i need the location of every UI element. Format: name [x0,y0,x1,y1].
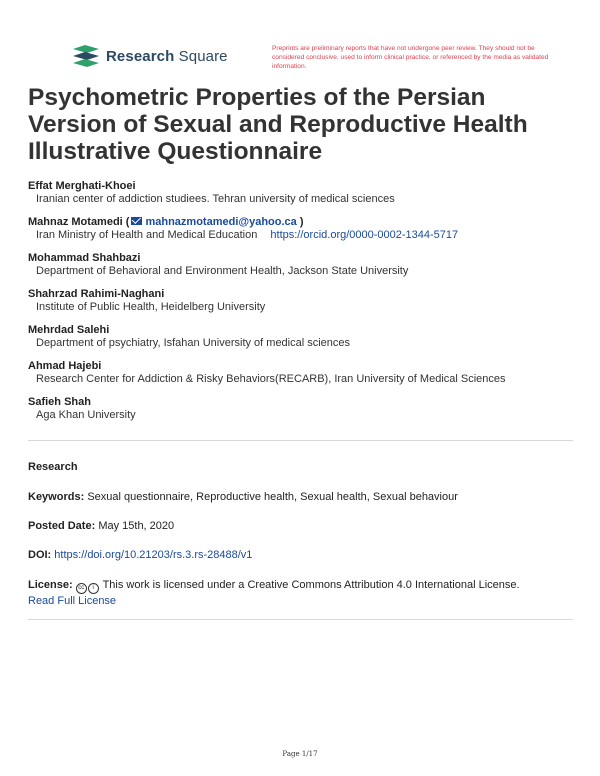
paper-title: Psychometric Properties of the Persian Version of Sexual and Reproductive Health Illustrative Questionnaire [28,84,528,165]
article-type-label: Research [28,461,78,473]
preprint-disclaimer: Preprints are preliminary reports that have not undergone peer review. They should not be considered conclusive, used to inform clinical practice, or referenced by the media as validated information. [272,45,549,70]
article-type [28,460,78,474]
author-affiliation: Aga Khan University [36,409,136,421]
author-name-corresponding [28,216,588,228]
author-affiliation-row [28,228,588,242]
author-name: Mahnaz Motamedi [28,216,123,228]
license-text: This work is licensed under a Creative Commons Attribution 4.0 International License. [102,579,520,591]
author-email-link[interactable]: mahnazmotamedi@yahoo.ca [145,216,297,228]
license-row [28,578,576,608]
posted-date-label: Posted Date: [28,520,96,532]
orcid-link[interactable]: https://orcid.org/0000-0002-1344-5717 [270,229,459,241]
author-affiliation: Iran Ministry of Health and Medical Education [36,229,258,241]
author-name: Mohammad Shahbazi [28,252,141,264]
author-affiliation: Department of Behavioral and Environment Health, Jackson State University [36,265,409,277]
logo-text-square: Square [178,47,228,65]
posted-date-row [28,519,174,533]
cc-icon: cc [76,583,87,594]
cc-by-icon: i [88,583,99,594]
author-name: Effat Merghati-Khoei [28,180,136,192]
author-list [28,180,588,432]
author-affiliation: Research Center for Addiction & Risky Behaviors(RECARB), Iran University of Medical Sciences [36,373,506,385]
author-affiliation: Iranian center of addiction studiees. Tehran university of medical sciences [36,193,395,205]
keywords-label: Keywords: [28,491,85,503]
author-name: Ahmad Hajebi [28,360,102,372]
research-square-logo-icon [73,45,99,67]
author-name: Safieh Shah [28,396,91,408]
doi-link[interactable]: https://doi.org/10.21203/rs.3.rs-28488/v1 [54,549,253,561]
research-square-logo[interactable] [73,45,228,67]
keywords-value: Sexual questionnaire, Reproductive health, Sexual health, Sexual behaviour [87,491,458,503]
keywords-row [28,490,458,504]
posted-date-value: May 15th, 2020 [98,520,175,532]
doi-row [28,548,252,562]
author-name: Mehrdad Salehi [28,324,110,336]
divider [28,440,573,441]
author-affiliation: Institute of Public Health, Heidelberg University [36,301,266,313]
doi-label: DOI: [28,549,52,561]
author-name: Shahrzad Rahimi-Naghani [28,288,165,300]
author-affiliation: Department of psychiatry, Isfahan University of medical sciences [36,337,351,349]
page-number: Page 1/17 [282,750,318,758]
logo-text [106,48,228,65]
mail-icon [131,217,142,225]
read-full-license-link[interactable]: Read Full License [28,595,117,607]
divider [28,619,573,620]
email-close-paren: ) [296,216,304,228]
email-open-paren: ( [125,216,130,228]
logo-text-research: Research [106,47,175,65]
license-label: License: [28,579,73,591]
